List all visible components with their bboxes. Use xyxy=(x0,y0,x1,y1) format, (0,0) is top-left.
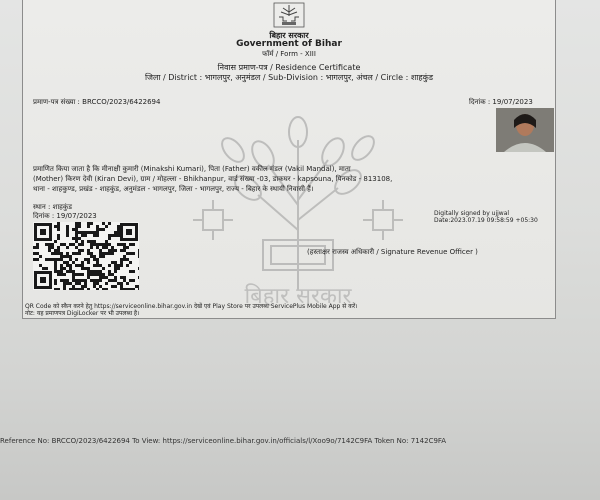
hindi-title: बिहार सरकार xyxy=(269,31,309,40)
page-title: Government of Bihar xyxy=(236,39,342,49)
place-date-line: दिनांक : 19/07/2023 xyxy=(33,212,97,220)
place-line: स्थान : शाहकुंड xyxy=(33,203,72,211)
qr-note-line-2: नोट: यह प्रमाणपत्र DigiLocker पर भी उपलब्ध है। xyxy=(25,310,140,317)
reference-footer: Reference No: BRCCO/2023/6422694 To View: https://serviceonline.bihar.gov.in/officials/l/Xoo9o/7142C9FA Token No: 7142C9FA xyxy=(0,437,447,445)
certificate-number-value: BRCCO/2023/6422694 xyxy=(82,98,161,106)
body-line-3: थाना - शाहकुण्ड, प्रखंड - शाहकुंड, अनुमंडल - भागलपुर, जिला - भागलपुर, राज्य - बिहार के स्थायी निवासी हैं। xyxy=(33,185,314,193)
digital-sign-date: Date:2023.07.19 09:58:59 +05:30 xyxy=(434,217,538,224)
tree-watermark-icon xyxy=(183,110,413,315)
bihar-emblem-icon xyxy=(273,2,305,28)
person-photo-icon xyxy=(496,108,554,152)
certificate-date-value: 19/07/2023 xyxy=(492,98,533,106)
qr-note-line-1: QR Code को स्कैन करने हेतु https://serviceonline.bihar.gov.in देखें एवं Play Store पर उपलब्ध ServicePlus Mobile App से करें। xyxy=(25,303,358,310)
body-line-2: (Mother) किरण देवी (Kiran Devi), ग्राम / मोहल्ला - Bhikhanpur, वार्ड संख्या -03, डाकघर - kapsouna, पिनकोड - 813108, xyxy=(33,175,393,183)
form-number: फॉर्म / Form - XIII xyxy=(262,50,316,58)
body-line-1: प्रमाणित किया जाता है कि मीनाक्षी कुमारी (Minakshi Kumari), पिता (Father) वकील मंडल (Vakil Mandal), माता xyxy=(33,165,351,173)
district-line: जिला / District : भागलपुर, अनुमंडल / Sub-Division : भागलपुर, अंचल / Circle : शाहकुंड xyxy=(144,73,434,82)
certificate-number-label: प्रमाण-पत्र संख्या : xyxy=(33,98,80,106)
residence-certificate xyxy=(22,0,556,319)
officer-signature: (हस्ताक्षर राजस्व अधिकारी / Signature Revenue Officer ) xyxy=(307,248,478,256)
qr-code-icon[interactable] xyxy=(33,222,139,290)
certificate-title: निवास प्रमाण-पत्र / Residence Certificate xyxy=(217,63,361,72)
watermark-text: बिहार सरकार xyxy=(244,284,352,309)
applicant-photo xyxy=(496,108,554,152)
certificate-number xyxy=(33,98,160,107)
certificate-date xyxy=(469,98,533,107)
digital-sign-label: Digitally signed by ujjwal xyxy=(434,210,510,217)
certificate-date-label: दिनांक : xyxy=(469,98,491,106)
